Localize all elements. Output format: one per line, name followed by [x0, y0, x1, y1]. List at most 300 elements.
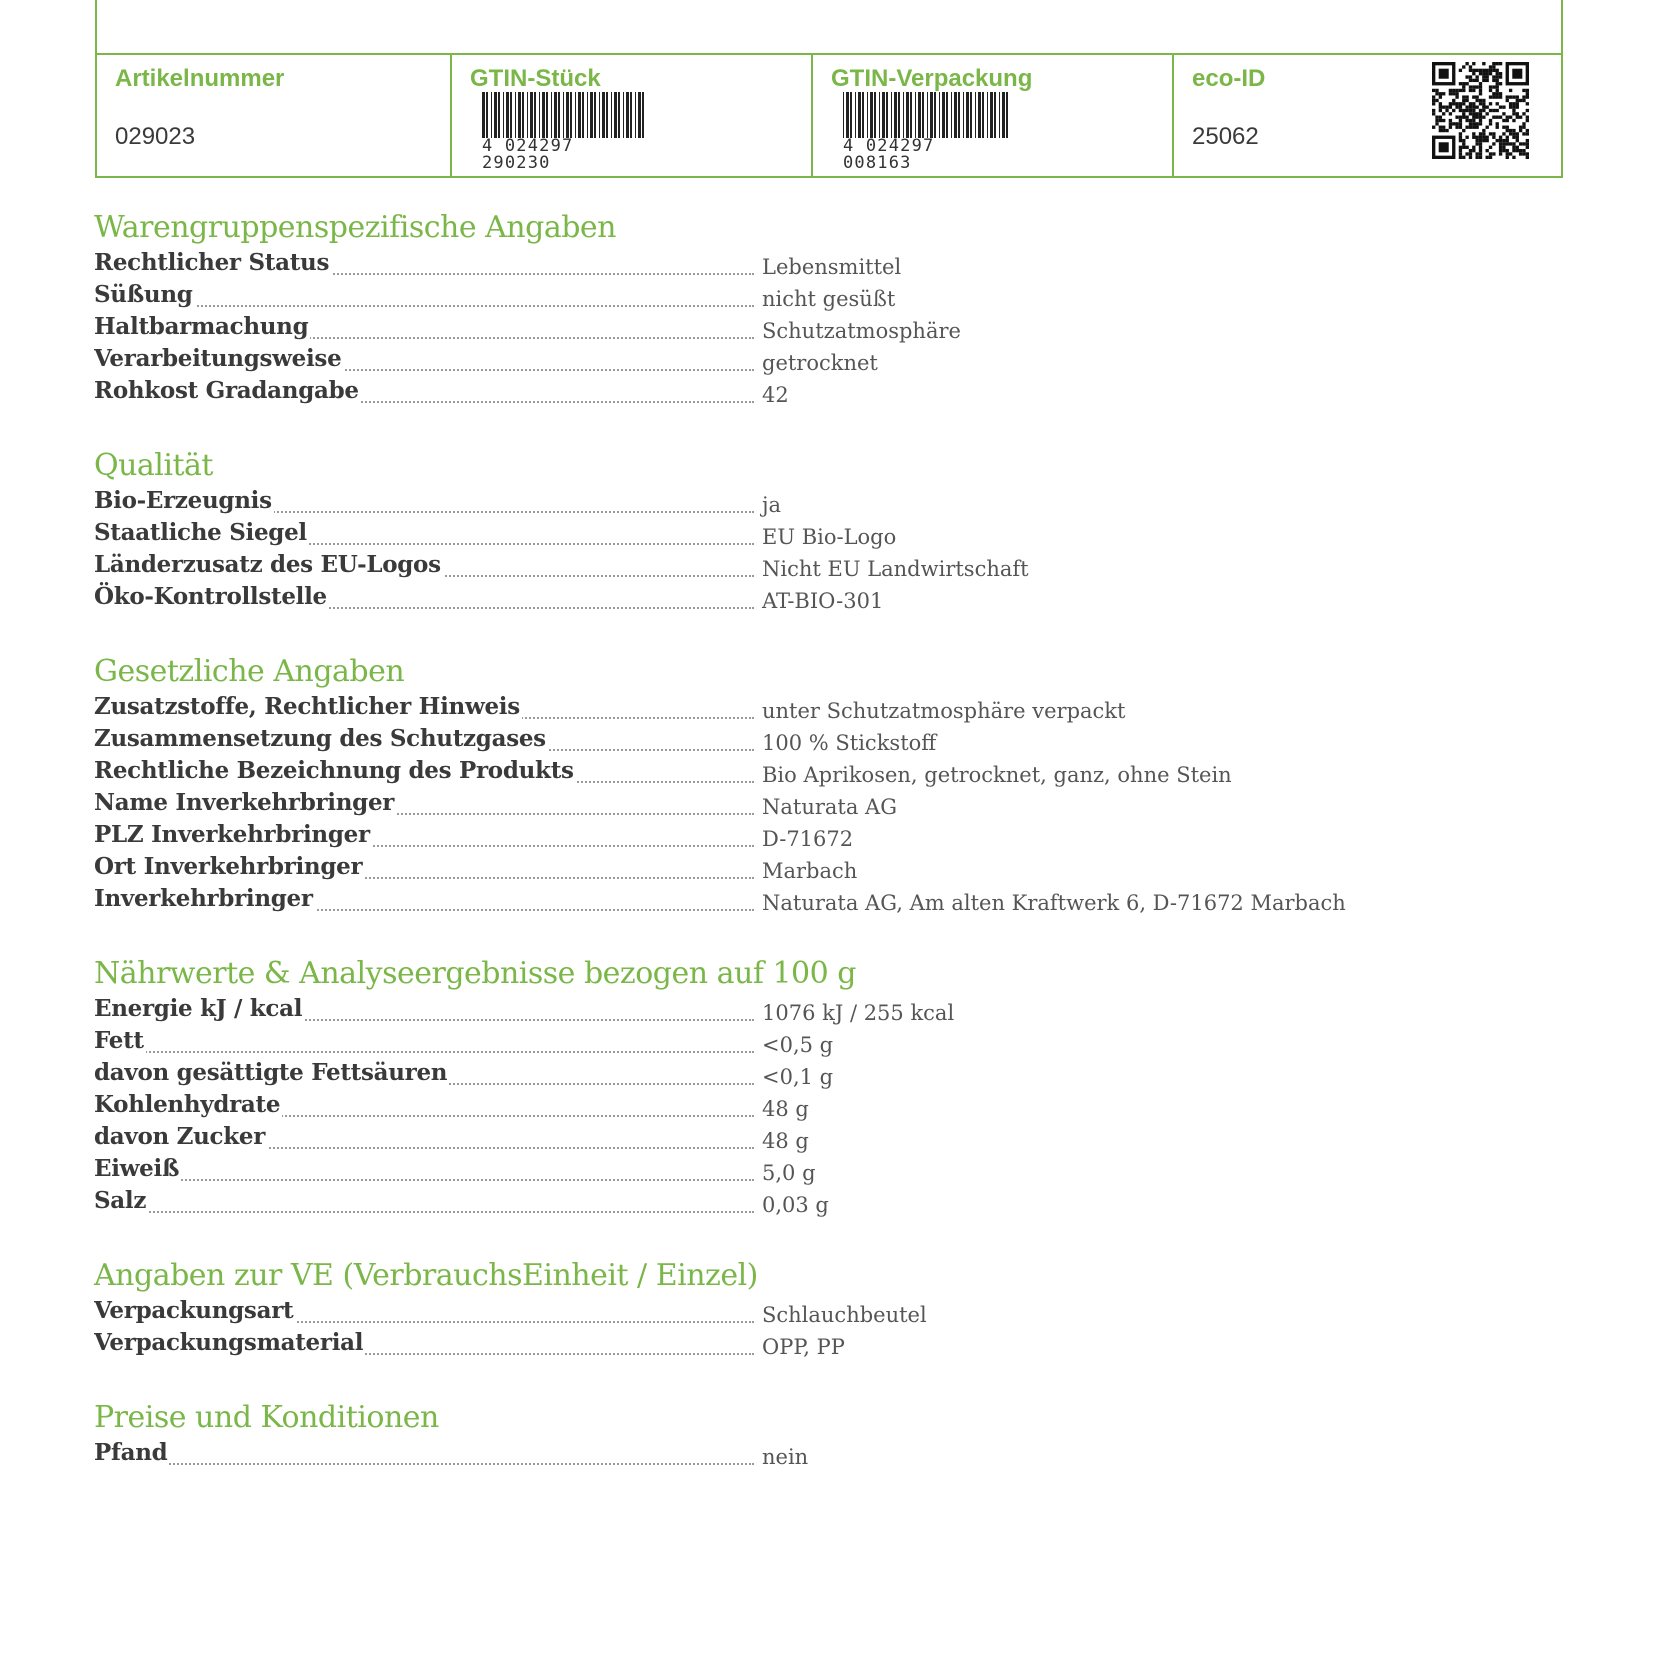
detail-value: nicht gesüßt — [762, 287, 896, 311]
qr-module — [1465, 75, 1468, 78]
detail-value: <0,5 g — [762, 1033, 834, 1057]
qr-module — [1459, 146, 1462, 149]
qr-module — [1465, 136, 1468, 139]
qr-module — [1526, 109, 1529, 112]
qr-module — [1482, 129, 1485, 132]
qr-module — [1435, 116, 1438, 119]
qr-module — [1439, 116, 1442, 119]
section-title: Gesetzliche Angaben — [94, 654, 405, 689]
qr-module — [1482, 69, 1485, 72]
detail-row — [94, 1058, 1554, 1090]
detail-label-wrap — [94, 582, 754, 614]
qr-module — [1479, 92, 1482, 95]
detail-value: Schutzatmosphäre — [762, 319, 961, 343]
detail-row — [94, 280, 1554, 312]
qr-module — [1526, 142, 1529, 145]
qr-module — [1526, 146, 1529, 149]
qr-module — [1479, 72, 1482, 75]
detail-row — [94, 1122, 1554, 1154]
qr-module — [1475, 112, 1478, 115]
product-id-box — [95, 0, 1563, 178]
gtin-pack-cell — [811, 55, 1172, 176]
qr-module — [1506, 136, 1509, 139]
qr-module — [1482, 109, 1485, 112]
detail-label-wrap — [94, 820, 754, 852]
qr-module — [1432, 126, 1435, 129]
detail-label: Inverkehrbringer — [94, 885, 313, 912]
qr-module — [1452, 99, 1455, 102]
qr-module — [1475, 79, 1478, 82]
qr-module — [1492, 95, 1495, 98]
qr-module — [1432, 89, 1435, 92]
qr-module — [1489, 102, 1492, 105]
qr-module — [1462, 95, 1465, 98]
qr-module — [1506, 139, 1509, 142]
qr-module — [1479, 122, 1482, 125]
qr-module — [1526, 119, 1529, 122]
qr-module — [1469, 102, 1472, 105]
qr-module — [1475, 122, 1478, 125]
qr-module — [1462, 116, 1465, 119]
qr-module — [1482, 132, 1485, 135]
qr-module — [1469, 65, 1472, 68]
qr-module — [1519, 149, 1522, 152]
qr-module — [1472, 95, 1475, 98]
qr-module — [1472, 72, 1475, 75]
detail-value: <0,1 g — [762, 1065, 834, 1089]
qr-module — [1499, 152, 1502, 155]
qr-module — [1439, 119, 1442, 122]
detail-label: Verarbeitungsweise — [94, 345, 342, 372]
qr-module — [1472, 116, 1475, 119]
qr-module — [1459, 109, 1462, 112]
qr-module — [1469, 79, 1472, 82]
qr-module — [1519, 116, 1522, 119]
qr-module — [1489, 109, 1492, 112]
qr-module — [1492, 65, 1495, 68]
qr-module — [1506, 142, 1509, 145]
section-title: Angaben zur VE (VerbrauchsEinheit / Einzel) — [94, 1258, 758, 1293]
qr-module — [1492, 136, 1495, 139]
qr-module — [1442, 105, 1445, 108]
qr-module — [1479, 132, 1482, 135]
detail-label: Süßung — [94, 281, 193, 308]
qr-module — [1526, 89, 1529, 92]
qr-module — [1462, 99, 1465, 102]
qr-module — [1496, 102, 1499, 105]
detail-label-wrap — [94, 1122, 754, 1154]
qr-module — [1472, 132, 1475, 135]
qr-module — [1526, 95, 1529, 98]
detail-label-wrap — [94, 1090, 754, 1122]
qr-module — [1455, 102, 1458, 105]
qr-module — [1509, 116, 1512, 119]
qr-module — [1482, 72, 1485, 75]
product-details — [94, 208, 1554, 1508]
qr-module — [1449, 122, 1452, 125]
qr-module — [1489, 146, 1492, 149]
detail-row — [94, 1154, 1554, 1186]
qr-module — [1469, 89, 1472, 92]
detail-row — [94, 1090, 1554, 1122]
qr-module — [1506, 116, 1509, 119]
qr-module — [1499, 139, 1502, 142]
detail-value: 1076 kJ / 255 kcal — [762, 1001, 955, 1025]
section-title: Warengruppenspezifische Angaben — [94, 210, 616, 245]
qr-module — [1489, 132, 1492, 135]
qr-module — [1496, 116, 1499, 119]
qr-module — [1459, 152, 1462, 155]
detail-row — [94, 788, 1554, 820]
qr-module — [1465, 99, 1468, 102]
qr-module — [1502, 132, 1505, 135]
qr-module — [1499, 116, 1502, 119]
detail-label-wrap — [94, 312, 754, 344]
qr-module — [1442, 112, 1445, 115]
qr-module — [1482, 116, 1485, 119]
qr-module — [1459, 116, 1462, 119]
qr-module — [1479, 136, 1482, 139]
qr-module — [1526, 92, 1529, 95]
qr-module — [1465, 62, 1468, 65]
detail-label: Zusatzstoffe, Rechtlicher Hinweis — [94, 693, 520, 720]
qr-module — [1516, 105, 1519, 108]
qr-module — [1509, 152, 1512, 155]
qr-module — [1472, 122, 1475, 125]
detail-label-wrap — [94, 852, 754, 884]
gtin-piece-digits: 4 024297 290230 — [480, 138, 650, 172]
qr-module — [1445, 109, 1448, 112]
qr-module — [1439, 126, 1442, 129]
qr-module — [1459, 139, 1462, 142]
qr-module — [1442, 129, 1445, 132]
qr-module — [1482, 102, 1485, 105]
qr-finder-core — [1512, 69, 1522, 79]
qr-module — [1482, 139, 1485, 142]
detail-value: ja — [762, 493, 782, 517]
qr-module — [1435, 119, 1438, 122]
detail-label: Pfand — [94, 1439, 168, 1466]
eco-id-cell — [1172, 55, 1563, 176]
detail-label: Rechtlicher Status — [94, 249, 330, 276]
eco-id-label: eco-ID — [1192, 65, 1266, 92]
qr-module — [1526, 129, 1529, 132]
qr-module — [1472, 102, 1475, 105]
qr-module — [1479, 69, 1482, 72]
qr-module — [1512, 132, 1515, 135]
qr-module — [1506, 119, 1509, 122]
qr-module — [1516, 139, 1519, 142]
detail-row — [94, 1186, 1554, 1218]
qr-module — [1459, 149, 1462, 152]
qr-module — [1479, 152, 1482, 155]
qr-module — [1512, 109, 1515, 112]
qr-module — [1509, 89, 1512, 92]
qr-module — [1469, 152, 1472, 155]
detail-value: 100 % Stickstoff — [762, 731, 937, 755]
qr-module — [1486, 126, 1489, 129]
qr-module — [1496, 126, 1499, 129]
qr-module — [1486, 75, 1489, 78]
qr-module — [1499, 136, 1502, 139]
qr-module — [1482, 75, 1485, 78]
detail-row — [94, 884, 1554, 916]
qr-module — [1509, 105, 1512, 108]
detail-label: Name Inverkehrbringer — [94, 789, 395, 816]
qr-module — [1469, 119, 1472, 122]
qr-module — [1489, 122, 1492, 125]
qr-module — [1516, 112, 1519, 115]
qr-module — [1475, 139, 1478, 142]
qr-module — [1479, 112, 1482, 115]
detail-label: PLZ Inverkehrbringer — [94, 821, 370, 848]
qr-module — [1465, 95, 1468, 98]
detail-row — [94, 248, 1554, 280]
qr-module — [1475, 69, 1478, 72]
qr-module — [1475, 156, 1478, 159]
gtin-pack-barcode — [841, 90, 1011, 172]
qr-module — [1486, 149, 1489, 152]
qr-module — [1465, 146, 1468, 149]
qr-module — [1489, 85, 1492, 88]
qr-module — [1506, 95, 1509, 98]
qr-module — [1462, 109, 1465, 112]
detail-label: Ort Inverkehrbringer — [94, 853, 363, 880]
qr-module — [1452, 109, 1455, 112]
qr-module — [1452, 92, 1455, 95]
qr-module — [1499, 146, 1502, 149]
qr-module — [1455, 116, 1458, 119]
qr-module — [1512, 142, 1515, 145]
qr-module — [1509, 102, 1512, 105]
qr-module — [1432, 109, 1435, 112]
detail-row — [94, 344, 1554, 376]
qr-module — [1469, 69, 1472, 72]
detail-label: Rechtliche Bezeichnung des Produkts — [94, 757, 574, 784]
detail-label-wrap — [94, 1058, 754, 1090]
detail-row — [94, 1296, 1554, 1328]
qr-module — [1512, 102, 1515, 105]
detail-value: Bio Aprikosen, getrocknet, ganz, ohne Stein — [762, 763, 1232, 787]
detail-label-wrap — [94, 756, 754, 788]
qr-module — [1465, 82, 1468, 85]
qr-module — [1439, 92, 1442, 95]
qr-module — [1469, 85, 1472, 88]
detail-value: 0,03 g — [762, 1193, 829, 1217]
qr-module — [1492, 142, 1495, 145]
qr-module — [1449, 102, 1452, 105]
qr-module — [1462, 156, 1465, 159]
qr-module — [1522, 99, 1525, 102]
qr-module — [1455, 92, 1458, 95]
qr-module — [1492, 62, 1495, 65]
qr-module — [1486, 69, 1489, 72]
qr-module — [1526, 102, 1529, 105]
qr-module — [1442, 126, 1445, 129]
qr-module — [1526, 116, 1529, 119]
qr-module — [1502, 126, 1505, 129]
qr-module — [1522, 142, 1525, 145]
qr-module — [1512, 105, 1515, 108]
qr-module — [1475, 95, 1478, 98]
qr-module — [1462, 146, 1465, 149]
qr-module — [1522, 95, 1525, 98]
qr-module — [1459, 105, 1462, 108]
qr-module — [1486, 79, 1489, 82]
qr-module — [1432, 112, 1435, 115]
qr-module — [1512, 112, 1515, 115]
qr-module — [1479, 119, 1482, 122]
qr-module — [1439, 102, 1442, 105]
qr-module — [1499, 142, 1502, 145]
detail-label-wrap — [94, 280, 754, 312]
detail-value: 42 — [762, 383, 789, 407]
qr-module — [1449, 92, 1452, 95]
qr-module — [1469, 75, 1472, 78]
qr-module — [1479, 149, 1482, 152]
qr-module — [1475, 99, 1478, 102]
qr-module — [1462, 102, 1465, 105]
qr-module — [1502, 142, 1505, 145]
detail-label: Staatliche Siegel — [94, 519, 307, 546]
detail-value: Lebensmittel — [762, 255, 902, 279]
qr-module — [1519, 142, 1522, 145]
section — [94, 208, 1554, 408]
detail-value: OPP, PP — [762, 1335, 845, 1359]
qr-module — [1462, 139, 1465, 142]
qr-module — [1479, 156, 1482, 159]
detail-label-wrap — [94, 1026, 754, 1058]
qr-module — [1522, 126, 1525, 129]
qr-module — [1506, 129, 1509, 132]
qr-module — [1512, 95, 1515, 98]
qr-module — [1492, 69, 1495, 72]
qr-module — [1499, 92, 1502, 95]
qr-module — [1489, 65, 1492, 68]
qr-module — [1512, 129, 1515, 132]
qr-module — [1445, 105, 1448, 108]
qr-module — [1472, 85, 1475, 88]
qr-module — [1432, 102, 1435, 105]
qr-module — [1489, 69, 1492, 72]
article-number-label: Artikelnummer — [115, 65, 285, 92]
qr-module — [1496, 139, 1499, 142]
detail-label: Energie kJ / kcal — [94, 995, 303, 1022]
gtin-pack-label: GTIN-Verpackung — [831, 65, 1033, 92]
qr-module — [1496, 75, 1499, 78]
qr-module — [1482, 136, 1485, 139]
detail-label-wrap — [94, 518, 754, 550]
qr-module — [1465, 116, 1468, 119]
qr-module — [1459, 156, 1462, 159]
qr-module — [1519, 129, 1522, 132]
detail-label: Verpackungsmaterial — [94, 1329, 364, 1356]
qr-module — [1462, 129, 1465, 132]
detail-label-wrap — [94, 1186, 754, 1218]
qr-module — [1469, 156, 1472, 159]
qr-module — [1465, 126, 1468, 129]
detail-label: Öko-Kontrollstelle — [94, 583, 327, 610]
qr-module — [1449, 126, 1452, 129]
qr-module — [1472, 136, 1475, 139]
qr-module — [1462, 65, 1465, 68]
qr-module — [1516, 99, 1519, 102]
detail-row — [94, 692, 1554, 724]
article-number-cell — [97, 55, 450, 176]
qr-module — [1522, 149, 1525, 152]
qr-module — [1496, 82, 1499, 85]
qr-module — [1499, 75, 1502, 78]
gtin-piece-barcode — [480, 90, 650, 172]
qr-module — [1479, 85, 1482, 88]
qr-module — [1449, 119, 1452, 122]
detail-label-wrap — [94, 376, 754, 408]
eco-id-value: 25062 — [1192, 123, 1259, 150]
qr-module — [1435, 89, 1438, 92]
qr-module — [1516, 95, 1519, 98]
qr-module — [1499, 105, 1502, 108]
qr-module — [1522, 122, 1525, 125]
qr-finder-core — [1439, 69, 1449, 79]
qr-module — [1439, 95, 1442, 98]
detail-row — [94, 994, 1554, 1026]
detail-label: Zusammensetzung des Schutzgases — [94, 725, 546, 752]
qr-module — [1452, 89, 1455, 92]
qr-module — [1462, 89, 1465, 92]
detail-row — [94, 582, 1554, 614]
qr-module — [1482, 105, 1485, 108]
qr-module — [1496, 95, 1499, 98]
qr-module — [1486, 112, 1489, 115]
qr-module — [1472, 69, 1475, 72]
detail-label: Salz — [94, 1187, 147, 1214]
qr-module — [1475, 85, 1478, 88]
qr-module — [1492, 132, 1495, 135]
qr-module — [1496, 85, 1499, 88]
qr-module — [1472, 105, 1475, 108]
qr-module — [1502, 112, 1505, 115]
section — [94, 446, 1554, 614]
qr-module — [1492, 85, 1495, 88]
detail-value: Marbach — [762, 859, 858, 883]
qr-module — [1489, 95, 1492, 98]
detail-value: 5,0 g — [762, 1161, 816, 1185]
qr-module — [1522, 89, 1525, 92]
qr-module — [1482, 62, 1485, 65]
qr-module — [1512, 136, 1515, 139]
qr-module — [1439, 129, 1442, 132]
section — [94, 954, 1554, 1218]
qr-module — [1489, 119, 1492, 122]
qr-module — [1526, 139, 1529, 142]
qr-module — [1516, 116, 1519, 119]
qr-module — [1499, 95, 1502, 98]
qr-module — [1472, 126, 1475, 129]
qr-module — [1496, 92, 1499, 95]
qr-module — [1472, 146, 1475, 149]
detail-label-wrap — [94, 486, 754, 518]
qr-module — [1435, 99, 1438, 102]
qr-module — [1526, 156, 1529, 159]
detail-row — [94, 376, 1554, 408]
detail-label: Rohkost Gradangabe — [94, 377, 359, 404]
qr-module — [1469, 126, 1472, 129]
section-title: Nährwerte & Analyseergebnisse bezogen auf 100 g — [94, 956, 856, 991]
detail-row — [94, 756, 1554, 788]
qr-module — [1479, 102, 1482, 105]
qr-module — [1479, 99, 1482, 102]
detail-label-wrap — [94, 724, 754, 756]
